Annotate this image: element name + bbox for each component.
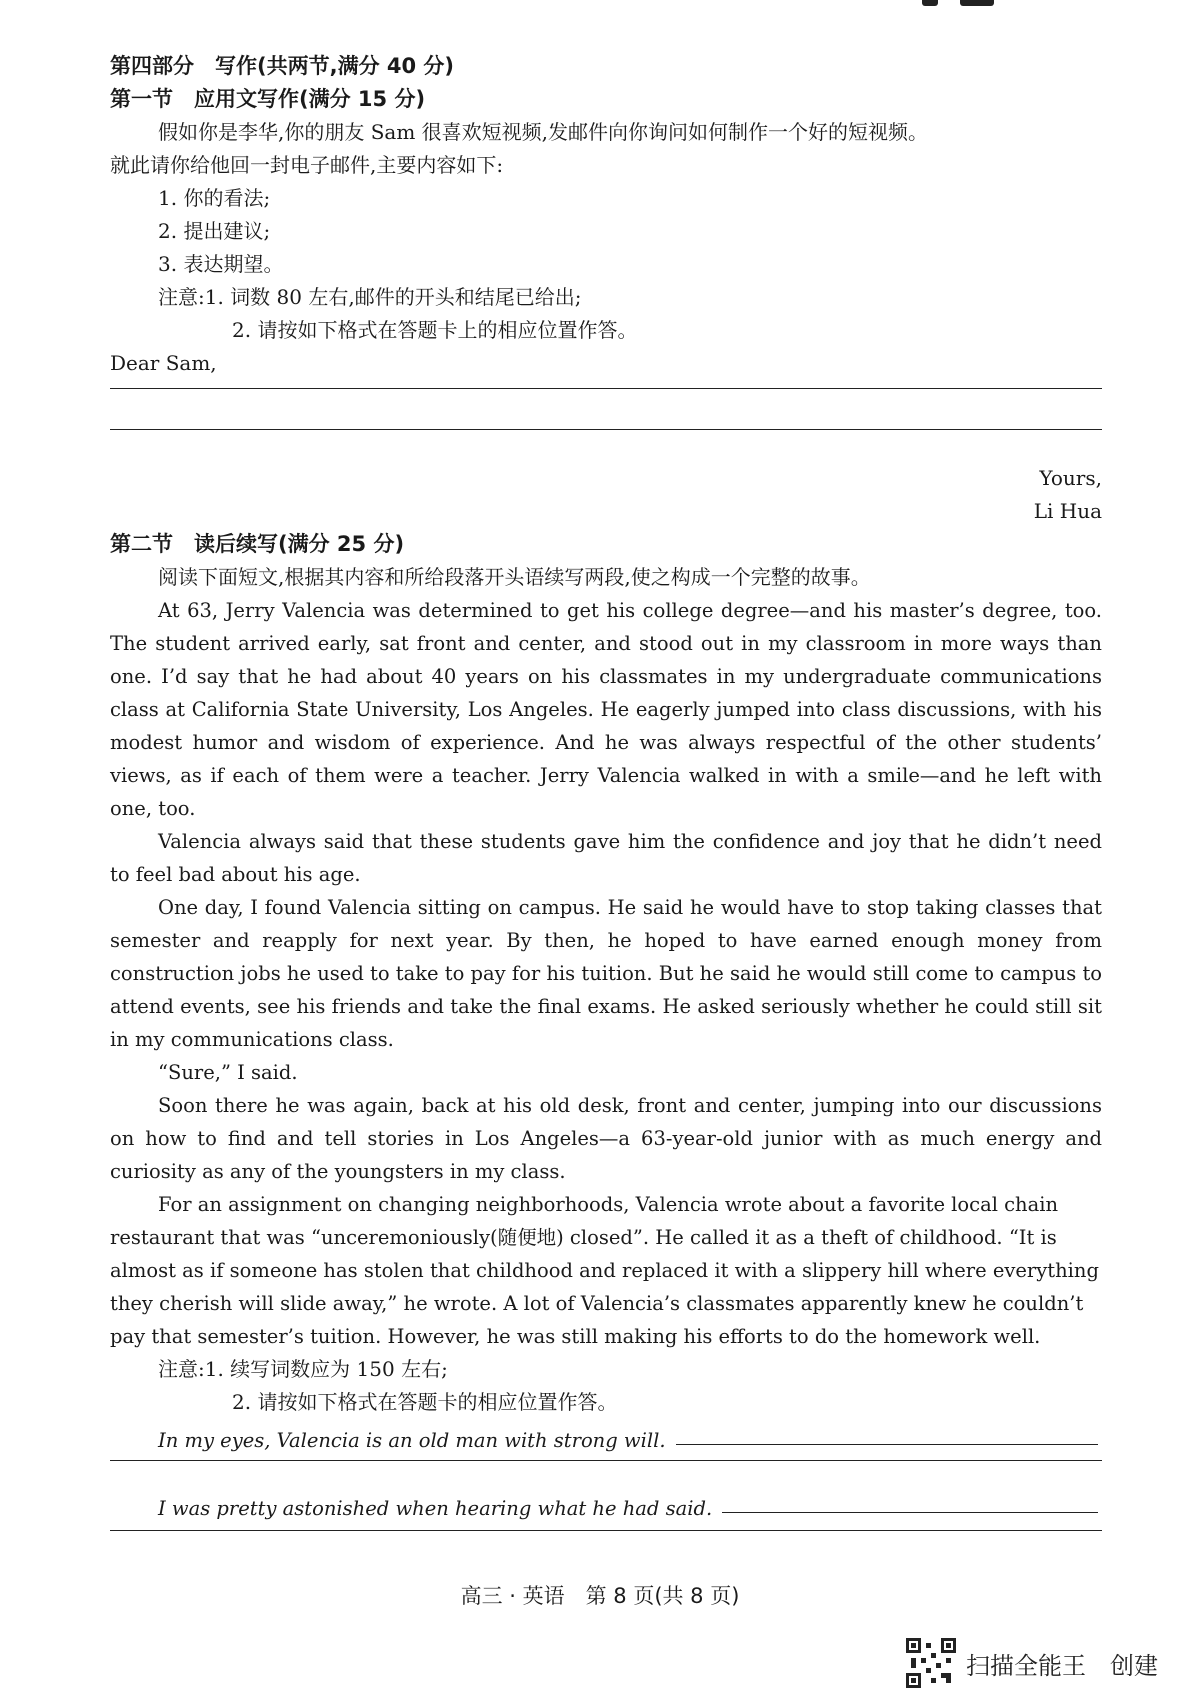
- answer-line-row: [110, 388, 1102, 421]
- story-paragraph: For an assignment on changing neighborhoods, Valencia wrote about a favorite local chain restaurant that was “unceremoniously(随便地) closed”. He called it as a theft of childhood. “It is almost as if someone has stolen that childhood and replaced it with a slippery hill where everything they cherish will slide away,” he wrote. A lot of Valencia’s classmates apparently knew he couldn’t pay that semester’s tuition. However, he was still making his efforts to do the homework well.: [110, 1193, 1099, 1348]
- answer-line-row: [110, 1460, 1102, 1487]
- section1-prompt-cont: 就此请你给他回一封电子邮件,主要内容如下:: [110, 153, 504, 177]
- part-heading: 第四部分 写作(共两节,满分 40 分): [110, 54, 455, 78]
- answer-line-row: [110, 429, 1102, 462]
- section1-heading: 第一节 应用文写作(满分 15 分): [110, 87, 426, 111]
- point-item: 2. 提出建议;: [158, 219, 271, 243]
- section1-note: 2. 请按如下格式在答题卡上的相应位置作答。: [232, 318, 638, 342]
- section1-prompt: 假如你是李华,你的朋友 Sam 很喜欢短视频,发邮件向你询问如何制作一个好的短视频。: [158, 120, 929, 144]
- story-paragraph: “Sure,” I said.: [158, 1061, 298, 1084]
- page-content: [110, 50, 1102, 1560]
- answer-line-row: [110, 1530, 1102, 1560]
- answer-line[interactable]: [110, 388, 1102, 389]
- page-footer: 高三 · 英语 第 8 页(共 8 页): [460, 1584, 740, 1608]
- answer-line[interactable]: [676, 1444, 1098, 1445]
- answer-line[interactable]: [110, 1530, 1102, 1531]
- section2-instruction: 阅读下面短文,根据其内容和所给段落开头语续写两段,使之构成一个完整的故事。: [158, 565, 871, 589]
- story-paragraph: At 63, Jerry Valencia was determined to get his college degree—and his master’s degree, too. The student arrived early, sat front and center, and stood out in my classroom in more ways than one. I’d say that he had about 40 years on his classmates in my undergraduate communications class at California State University, Los Angeles. He eagerly jumped into class discussions, with his modest humor and wisdom of experience. And he was always respectful of the other students’ views, as if each of them were a teacher. Jerry Valencia walked in with a smile—and he left with one, too.: [110, 599, 1102, 820]
- section2-note: 2. 请按如下格式在答题卡的相应位置作答。: [232, 1390, 618, 1414]
- email-closing: Yours,: [1039, 466, 1102, 490]
- story-paragraph: Valencia always said that these students gave him the confidence and joy that he didn’t need to feel bad about his age.: [110, 830, 1102, 886]
- email-greeting: Dear Sam,: [110, 351, 217, 375]
- story-paragraph: One day, I found Valencia sitting on campus. He said he would have to stop taking classes that semester and reapply for next year. By then, he hoped to have earned enough money from construction jobs he used to take to pay for his tuition. But he said he would still come to campus to attend events, see his friends and take the final exams. He asked seriously whether he could still sit in my communications class.: [110, 896, 1103, 1051]
- scan-mark: [960, 0, 994, 6]
- point-item: 1. 你的看法;: [158, 186, 271, 210]
- point-item: 3. 表达期望。: [158, 252, 284, 276]
- story-paragraph: Soon there he was again, back at his old desk, front and center, jumping into our discussions on how to find and tell stories in Los Angeles—a 63-year-old junior with as much energy and curiosity as any of the youngsters in my class.: [110, 1094, 1102, 1183]
- qr-code-icon: [906, 1638, 956, 1688]
- email-signature: Li Hua: [1033, 499, 1102, 523]
- answer-line[interactable]: [110, 429, 1102, 430]
- section2-heading: 第二节 读后续写(满分 25 分): [110, 532, 405, 556]
- scanner-badge-label: 扫描全能王 创建: [966, 1651, 1158, 1680]
- section2-note: 注意:1. 续写词数应为 150 左右;: [158, 1357, 448, 1381]
- scan-mark: [922, 0, 938, 6]
- scanner-badge: [906, 1638, 1158, 1688]
- continuation-starter-row: [110, 1419, 1102, 1452]
- continuation-starter-row: [110, 1487, 1102, 1520]
- answer-line[interactable]: [722, 1512, 1098, 1513]
- continuation-starter: In my eyes, Valencia is an old man with strong will.: [158, 1429, 666, 1452]
- continuation-starter: I was pretty astonished when hearing what he had said.: [158, 1497, 713, 1520]
- answer-line[interactable]: [110, 1460, 1102, 1461]
- section1-note: 注意:1. 词数 80 左右,邮件的开头和结尾已给出;: [158, 285, 582, 309]
